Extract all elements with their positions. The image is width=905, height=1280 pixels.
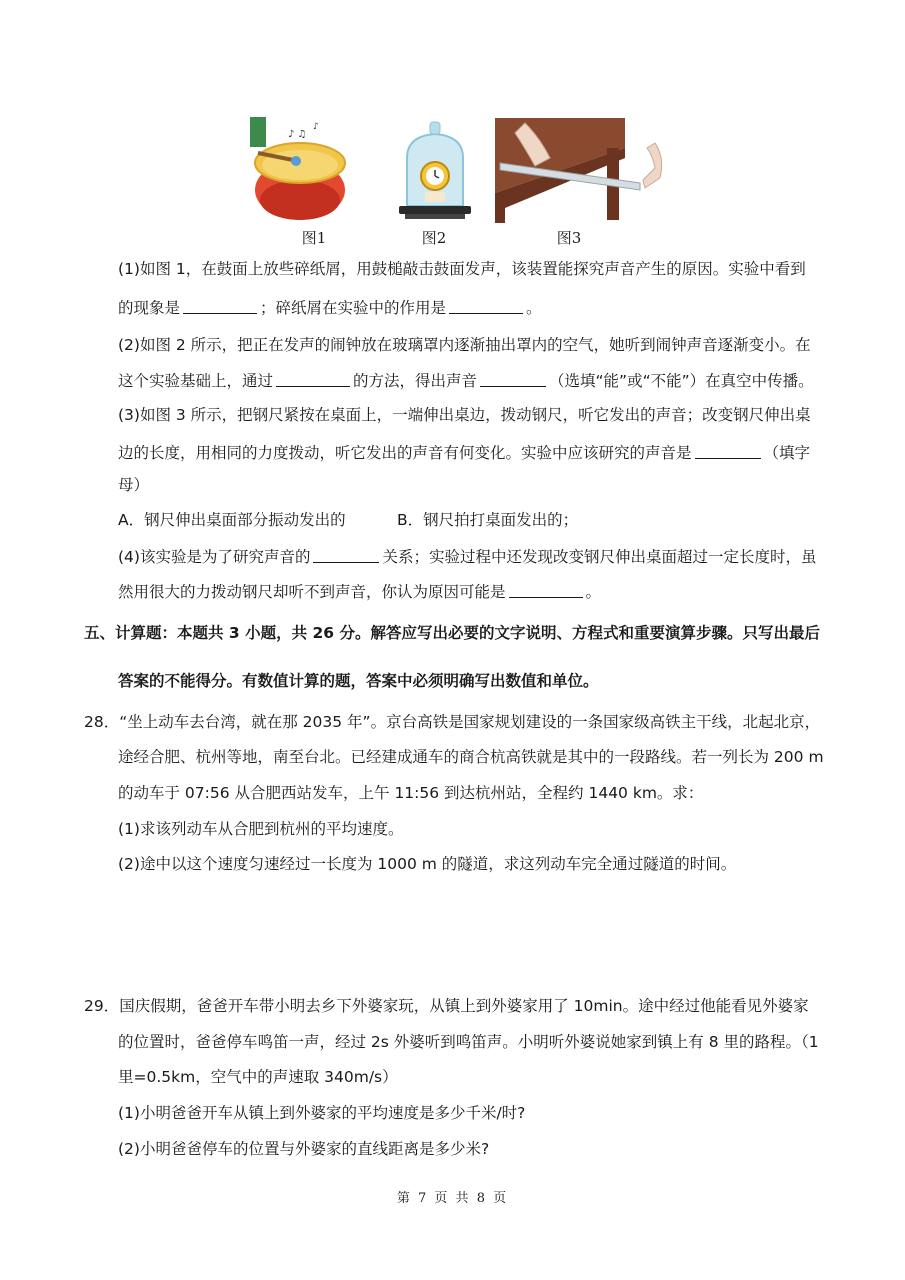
- answer-blank[interactable]: [183, 299, 257, 314]
- q27-part1-text-b: ；碎纸屑在实验中的作用是: [260, 299, 447, 317]
- q27-part1-text-c: 。: [526, 299, 542, 317]
- q28-part1: (1)求该列动车从合肥到杭州的平均速度。: [118, 820, 404, 838]
- q27-part2-line2: [118, 370, 814, 392]
- q28-part2: (2)途中以这个速度匀速经过一长度为 1000 m 的隧道，求这列动车完全通过隧道的时间。: [118, 855, 737, 873]
- q29-part1: (1)小明爸爸开车从镇上到外婆家的平均速度是多少千米/时?: [118, 1104, 526, 1122]
- page-number: 第 7 页 共 8 页: [396, 1191, 509, 1206]
- q27-part4-text-d: 。: [585, 583, 602, 601]
- q27-part2-text-b: 的方法，得出声音: [353, 372, 478, 390]
- q27-part2-line1: (2)如图 2 所示，把正在发声的闹钟放在玻璃罩内逐渐抽出罩内的空气，她听到闹钟声音逐渐变小。在: [118, 336, 811, 354]
- svg-text:♪: ♪: [313, 122, 319, 132]
- q27-option-b: B．钢尺拍打桌面发出的；: [397, 511, 579, 529]
- q27-part1-line2: [118, 297, 542, 319]
- q27-part1-line1: (1)如图 1，在鼓面上放些碎纸屑，用鼓槌敲击鼓面发声，该装置能探究声音产生的原因。实验中看到: [118, 260, 806, 278]
- q27-part4-line1: [118, 546, 816, 568]
- q27-option-a: A．钢尺伸出桌面部分振动发出的: [118, 511, 346, 529]
- q28-line1: 28．“坐上动车去台湾，就在那 2035 年”。京台高铁是国家规划建设的一条国家级高铁主干线，北起北京，: [84, 713, 821, 731]
- q27-part2-text-c: （选填“能”或“不能”）在真空中传播。: [549, 372, 814, 390]
- figure-2-bell-jar: [395, 118, 475, 223]
- q27-part3-text-b: （填字: [763, 444, 811, 462]
- q27-part1-text-a: 的现象是: [118, 299, 181, 317]
- figure-3-caption: 图3: [556, 229, 582, 247]
- q27-part4-text-a: (4)该实验是为了研究声音的: [118, 548, 311, 566]
- figure-1-drum: [248, 115, 348, 225]
- q27-part3-line2: [118, 442, 810, 464]
- q29-line2: 的位置时，爸爸停车鸣笛一声，经过 2s 外婆听到鸣笛声。小明听外婆说她家到镇上有 8 里的路程。（1: [118, 1033, 819, 1051]
- q28-line2: 途经合肥、杭州等地，南至台北。已经建成通车的商合杭高铁就是其中的一段路线。若一列长为 200 m: [118, 748, 824, 766]
- answer-blank[interactable]: [509, 583, 583, 598]
- q29-line3: 里=0.5km，空气中的声速取 340m/s）: [118, 1068, 398, 1086]
- q29-line1: 29．国庆假期，爸爸开车带小明去乡下外婆家玩，从镇上到外婆家用了 10min。途中经过他能看见外婆家: [84, 997, 809, 1015]
- section5-heading-line2: 答案的不能得分。有数值计算的题，答案中必须明确写出数值和单位。: [118, 672, 599, 690]
- figure-3-ruler-table: [495, 118, 685, 223]
- q27-part4-text-b: 关系；实验过程中还发现改变钢尺伸出桌面超过一定长度时，虽: [382, 548, 817, 566]
- figure-1-caption: 图1: [301, 229, 327, 247]
- answer-blank[interactable]: [276, 372, 350, 387]
- q27-part2-text-a: 这个实验基础上，通过: [118, 372, 274, 390]
- q27-part3-line1: (3)如图 3 所示，把钢尺紧按在桌面上，一端伸出桌边，拨动钢尺，听它发出的声音；改变钢尺伸出桌: [118, 406, 811, 424]
- answer-blank[interactable]: [449, 299, 523, 314]
- q29-part2: (2)小明爸爸停车的位置与外婆家的直线距离是多少米?: [118, 1140, 490, 1158]
- answer-blank[interactable]: [480, 372, 546, 387]
- answer-blank[interactable]: [695, 444, 761, 459]
- q28-line3: 的动车于 07:56 从合肥西站发车，上午 11:56 到达杭州站，全程约 1440 km。求：: [118, 784, 704, 802]
- svg-text:♪ ♫: ♪ ♫: [288, 129, 307, 140]
- q27-part4-text-c: 然用很大的力拨动钢尺却听不到声音，你认为原因可能是: [118, 583, 506, 601]
- answer-blank[interactable]: [313, 548, 379, 563]
- q27-part3-line3: 母）: [118, 476, 150, 494]
- q27-part3-text-a: 边的长度，用相同的力度拨动，听它发出的声音有何变化。实验中应该研究的声音是: [118, 444, 692, 462]
- section5-heading-line1: 五、计算题：本题共 3 小题，共 26 分。解答应写出必要的文字说明、方程式和重要演算步骤。只写出最后: [84, 624, 820, 642]
- figure-2-caption: 图2: [421, 229, 447, 247]
- q27-part4-line2: [118, 581, 601, 603]
